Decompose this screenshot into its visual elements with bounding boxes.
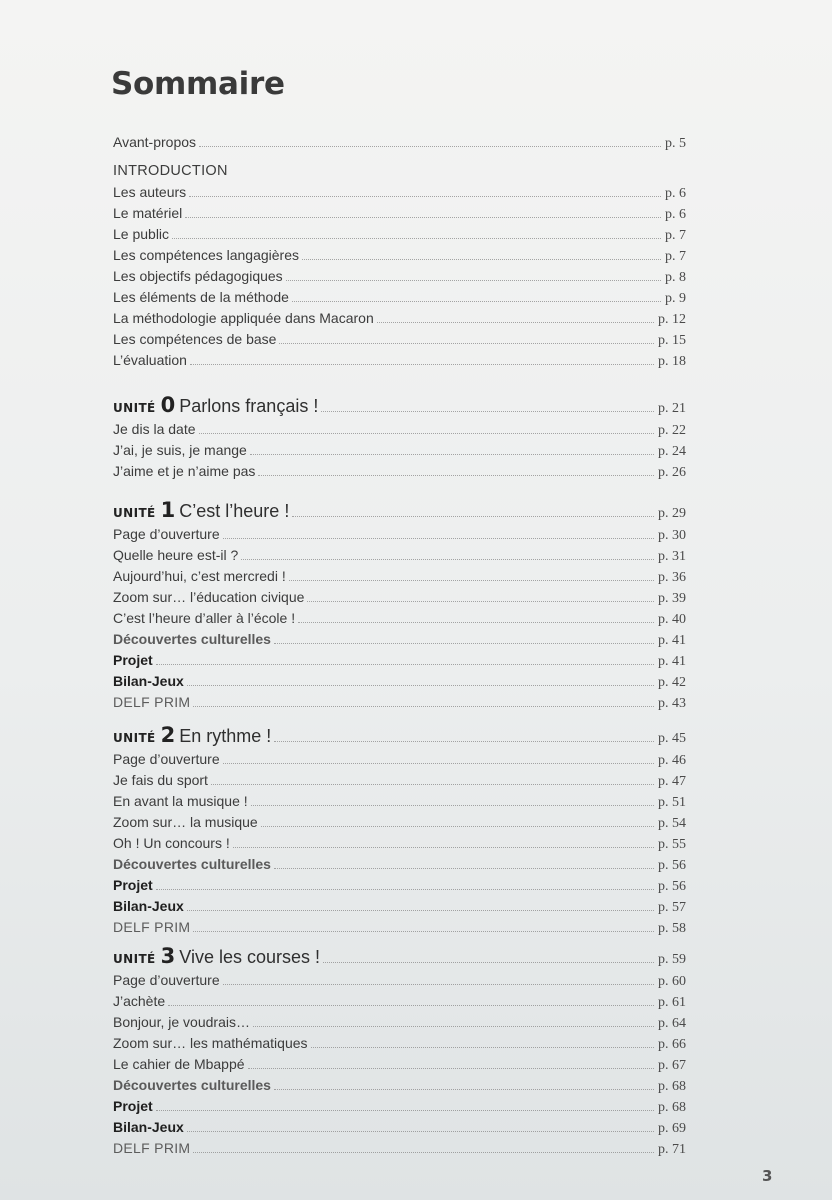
entry-page: p. 69 [658,1121,686,1136]
dot-leader [292,300,661,302]
toc-entry[interactable] [113,132,686,153]
dot-leader [274,740,654,742]
entry-label: Page d’ouverture [113,526,220,542]
entry-label: J’aime et je n’aime pas [113,463,256,479]
toc-entry[interactable] [113,440,686,461]
dot-leader [172,237,661,239]
dot-leader [211,783,654,785]
entry-page: p. 41 [658,654,686,669]
entry-page: p. 54 [658,816,686,831]
entry-label: L’évaluation [113,352,187,368]
entry-label: Bilan-Jeux [113,1119,184,1135]
dot-leader [274,867,654,869]
entry-page: p. 56 [658,858,686,873]
dot-leader [286,279,661,281]
unit-heading-label [113,943,323,973]
entry-page: p. 31 [658,549,686,564]
dot-leader [199,145,661,147]
toc-entry[interactable] [113,991,686,1012]
unit-word: UNITÉ [113,731,156,745]
toc-entry[interactable] [113,1117,686,1138]
toc-entry[interactable] [113,749,686,770]
entry-page: p. 59 [658,952,686,967]
entry-page: p. 64 [658,1016,686,1031]
entry-page: p. 55 [658,837,686,852]
dot-leader [193,1151,654,1153]
toc-entry[interactable] [113,608,686,629]
toc-entry[interactable] [113,287,686,308]
unit-number: 1 [160,498,176,522]
dot-leader [190,363,654,365]
toc-entry[interactable] [113,224,686,245]
entry-label: DELF PRIM [113,919,191,935]
toc-introduction [113,161,686,371]
entry-label: J’achète [113,993,166,1009]
dot-leader [187,1130,654,1132]
unit-heading-label [113,722,274,752]
toc-entry[interactable] [113,245,686,266]
dot-leader [298,621,654,623]
dot-leader [233,846,654,848]
dot-leader [250,453,654,455]
unit-heading-label [113,392,321,422]
toc-entry[interactable] [113,1075,686,1096]
dot-leader [279,342,654,344]
toc-entry[interactable] [113,524,686,545]
toc-entry[interactable] [113,419,686,440]
entry-page: p. 51 [658,795,686,810]
toc-entry[interactable] [113,587,686,608]
unit-title: Parlons français ! [179,396,319,416]
dot-leader [223,762,654,764]
entry-page: p. 56 [658,879,686,894]
entry-label: Les auteurs [113,184,187,200]
entry-page: p. 43 [658,696,686,711]
entry-page: p. 66 [658,1037,686,1052]
entry-page: p. 40 [658,612,686,627]
unit-word: UNITÉ [113,952,156,966]
unit-heading[interactable] [113,943,686,970]
dot-leader [377,321,654,323]
dot-leader [321,410,654,412]
toc-entry[interactable] [113,1054,686,1075]
entry-page: p. 47 [658,774,686,789]
dot-leader [193,705,654,707]
entry-page: p. 15 [658,333,686,348]
unit-heading[interactable] [113,722,686,749]
dot-leader [156,663,654,665]
dot-leader [223,537,654,539]
toc-entry[interactable] [113,308,686,329]
entry-label: La méthodologie appliquée dans Macaron [113,310,374,326]
entry-label: Le matériel [113,205,183,221]
entry-label: Bonjour, je voudrais… [113,1014,250,1030]
entry-page: p. 6 [665,207,686,222]
entry-page: p. 6 [665,186,686,201]
entry-page: p. 41 [658,633,686,648]
toc-entry[interactable] [113,545,686,566]
entry-page: p. 12 [658,312,686,327]
entry-page: p. 22 [658,423,686,438]
entry-label: Le public [113,226,170,242]
dot-leader [156,888,654,890]
section-heading-label: INTRODUCTION [113,163,228,179]
toc-entry[interactable] [113,833,686,854]
toc-entry[interactable] [113,854,686,875]
entry-label: Aujourd’hui, c’est mercredi ! [113,568,286,584]
entry-page: p. 71 [658,1142,686,1157]
dot-leader [156,1109,654,1111]
dot-leader [261,825,654,827]
entry-page: p. 7 [665,228,686,243]
unit-title: C’est l’heure ! [179,501,290,521]
entry-page: p. 45 [658,731,686,746]
dot-leader [241,558,654,560]
unit-word: UNITÉ [113,506,156,520]
toc-unit-3 [113,943,686,1159]
unit-heading[interactable] [113,392,686,419]
toc-entry[interactable] [113,812,686,833]
entry-label: Projet [113,1098,153,1114]
entry-page: p. 29 [658,506,686,521]
toc-entry[interactable] [113,671,686,692]
entry-label: Je dis la date [113,421,196,437]
unit-title: Vive les courses ! [179,947,320,967]
unit-number: 3 [160,944,176,968]
toc-entry[interactable] [113,875,686,896]
entry-page: p. 21 [658,401,686,416]
entry-page: p. 18 [658,354,686,369]
dot-leader [258,474,654,476]
entry-label: Quelle heure est-il ? [113,547,239,563]
unit-title: En rythme ! [179,726,272,746]
dot-leader [193,930,654,932]
entry-label: Bilan-Jeux [113,673,184,689]
toc-avant-propos [113,132,686,153]
toc-entry[interactable] [113,970,686,991]
dot-leader [187,909,654,911]
entry-label: Avant-propos [113,134,197,150]
entry-page: p. 9 [665,291,686,306]
entry-page: p. 67 [658,1058,686,1073]
section-heading [113,161,686,182]
entry-label: Découvertes culturelles [113,631,271,647]
entry-label: DELF PRIM [113,694,191,710]
unit-number: 2 [160,723,176,747]
toc-entry[interactable] [113,917,686,938]
entry-label: Projet [113,877,153,893]
dot-leader [292,515,654,517]
entry-label: En avant la musique ! [113,793,248,809]
unit-word: UNITÉ [113,401,156,415]
entry-page: p. 26 [658,465,686,480]
dot-leader [187,684,654,686]
dot-leader [307,600,654,602]
unit-heading-label [113,497,292,527]
toc-entry[interactable] [113,1033,686,1054]
entry-label: Découvertes culturelles [113,856,271,872]
toc-entry[interactable] [113,1096,686,1117]
toc-entry[interactable] [113,650,686,671]
page-title: Sommaire [111,66,285,102]
entry-label: Les compétences de base [113,331,277,347]
dot-leader [274,642,654,644]
entry-label: Zoom sur… les mathématiques [113,1035,308,1051]
entry-page: p. 5 [665,136,686,151]
toc-entry[interactable] [113,350,686,371]
entry-page: p. 57 [658,900,686,915]
entry-label: Page d’ouverture [113,972,220,988]
entry-page: p. 58 [658,921,686,936]
toc-entry[interactable] [113,329,686,350]
toc-entry[interactable] [113,896,686,917]
entry-label: Les objectifs pédagogiques [113,268,283,284]
toc-entry[interactable] [113,1138,686,1159]
entry-page: p. 39 [658,591,686,606]
dot-leader [323,961,654,963]
toc-entry[interactable] [113,1012,686,1033]
entry-label: J’ai, je suis, je mange [113,442,247,458]
entry-label: Découvertes culturelles [113,1077,271,1093]
dot-leader [289,579,654,581]
dot-leader [302,258,661,260]
entry-page: p. 24 [658,444,686,459]
toc-entry[interactable] [113,566,686,587]
entry-page: p. 60 [658,974,686,989]
entry-page: p. 8 [665,270,686,285]
entry-page: p. 36 [658,570,686,585]
toc-entry[interactable] [113,203,686,224]
toc-entry[interactable] [113,182,686,203]
dot-leader [248,1067,654,1069]
toc-entry[interactable] [113,791,686,812]
dot-leader [185,216,661,218]
dot-leader [251,804,654,806]
entry-label: Page d’ouverture [113,751,220,767]
page-number: 3 [762,1167,773,1185]
toc-unit-0 [113,392,686,482]
toc-entry[interactable] [113,692,686,713]
entry-page: p. 68 [658,1079,686,1094]
unit-heading[interactable] [113,497,686,524]
dot-leader [311,1046,654,1048]
dot-leader [253,1025,654,1027]
entry-label: Les éléments de la méthode [113,289,289,305]
dot-leader [274,1088,654,1090]
entry-label: Les compétences langagières [113,247,300,263]
dot-leader [168,1004,654,1006]
entry-label: Zoom sur… la musique [113,814,258,830]
entry-label: C’est l’heure d’aller à l’école ! [113,610,296,626]
toc-entry[interactable] [113,629,686,650]
toc-entry[interactable] [113,770,686,791]
toc-entry[interactable] [113,266,686,287]
dot-leader [223,983,654,985]
entry-page: p. 30 [658,528,686,543]
entry-label: Je fais du sport [113,772,208,788]
entry-label: Le cahier de Mbappé [113,1056,245,1072]
entry-label: DELF PRIM [113,1140,191,1156]
entry-label: Oh ! Un concours ! [113,835,230,851]
entry-page: p. 68 [658,1100,686,1115]
dot-leader [189,195,661,197]
entry-label: Bilan-Jeux [113,898,184,914]
entry-label: Projet [113,652,153,668]
entry-page: p. 7 [665,249,686,264]
dot-leader [199,432,655,434]
unit-number: 0 [160,393,176,417]
entry-page: p. 61 [658,995,686,1010]
entry-label: Zoom sur… l’éducation civique [113,589,305,605]
entry-page: p. 46 [658,753,686,768]
toc-unit-1 [113,497,686,713]
toc-entry[interactable] [113,461,686,482]
entry-page: p. 42 [658,675,686,690]
toc-unit-2 [113,722,686,938]
